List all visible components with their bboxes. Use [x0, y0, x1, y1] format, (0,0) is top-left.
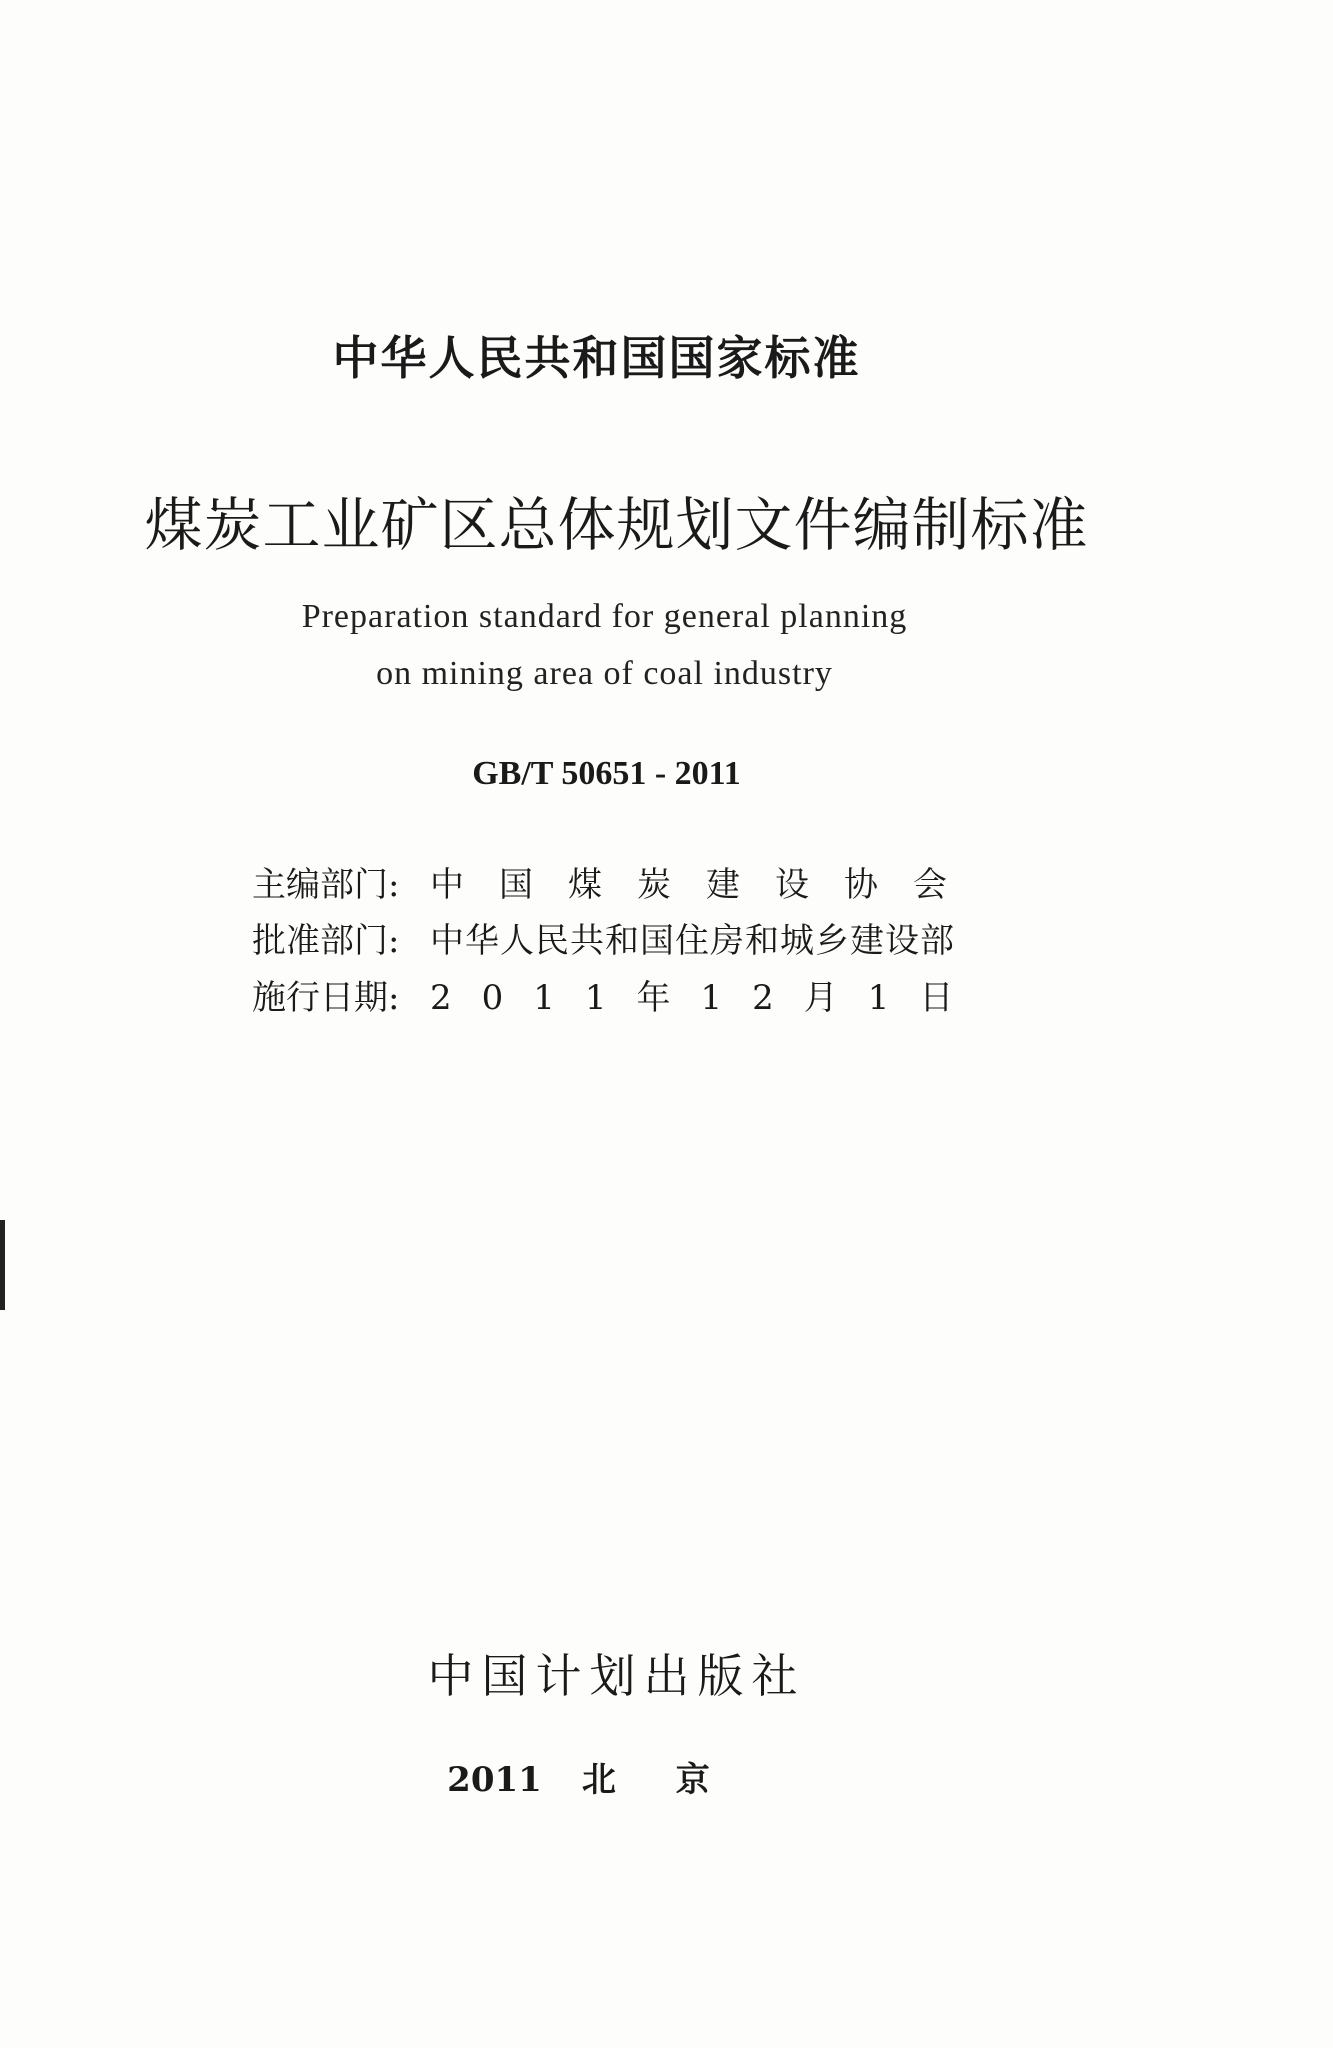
approver-department-row — [252, 913, 955, 962]
effective-date-row — [252, 970, 983, 1019]
effective-label: 施行日期: — [252, 978, 400, 1018]
publication-city: 北京 — [581, 1760, 770, 1800]
document-title-english-line2: on mining area of coal industry — [376, 655, 833, 692]
editor-department-row — [252, 857, 982, 906]
standard-code: GB/T 50651 - 2011 — [472, 755, 741, 792]
editor-label: 主编部门: — [252, 865, 400, 905]
scan-edge-mark — [0, 1220, 5, 1310]
editor-value: 中国煤炭建设协会 — [430, 865, 982, 905]
document-title-english-line1: Preparation standard for general planning — [301, 598, 908, 635]
publication-year: 2011 — [447, 1760, 542, 1800]
national-standard-heading: 中华人民共和国国家标准 — [332, 331, 861, 385]
publication-year-place — [0, 1752, 1275, 1801]
approver-label: 批准部门: — [252, 921, 400, 961]
effective-value: 2011年12月1日 — [430, 978, 984, 1018]
approver-value: 中华人民共和国住房和城乡建设部 — [430, 921, 955, 961]
publisher-name: 中国计划出版社 — [427, 1649, 806, 1703]
document-title-chinese: 煤炭工业矿区总体规划文件编制标准 — [144, 491, 1089, 559]
